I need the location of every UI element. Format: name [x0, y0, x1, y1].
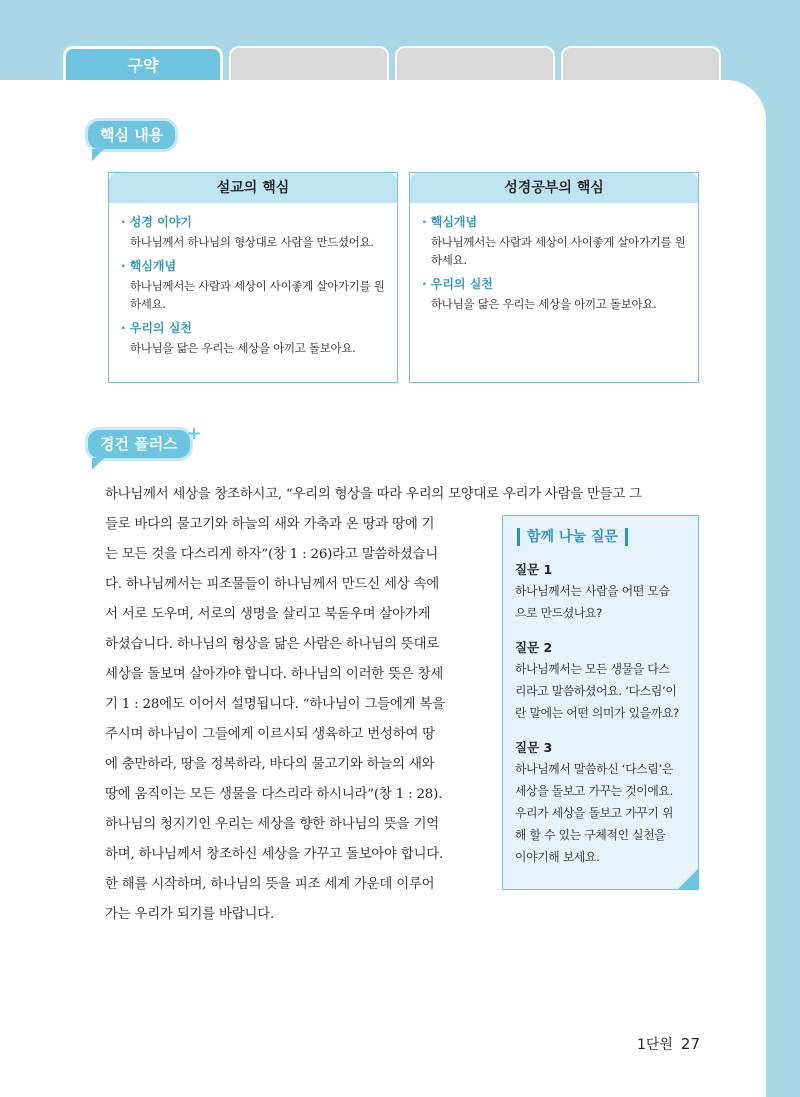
- devotion-line: 기 1 : 28에도 이어서 설명됩니다. “하나님이 그들에게 복을: [105, 697, 445, 712]
- question-label: 질문 3: [515, 740, 553, 755]
- discussion-questions-box: [502, 515, 699, 890]
- question-text-line: 이야기해 보세요.: [515, 850, 600, 864]
- question-text-line: 세상을 돌보고 가꾸는 것이에요.: [515, 784, 674, 798]
- sermon-item-title: · 핵심개념: [121, 259, 177, 273]
- question-text-line: 우리가 세상을 돌보고 가꾸기 위: [515, 806, 674, 820]
- study-core-box: [409, 172, 699, 383]
- devotion-line: 다. 하나님께서는 피조물들이 하나님께서 만드신 세상 속에: [105, 577, 440, 592]
- devotion-line: 한 해를 시작하며, 하나님의 뜻을 피조 세계 가운데 이루어: [105, 877, 435, 892]
- devotion-plus-heading-text: 경건 플러스: [100, 435, 178, 453]
- question-text-line: 해 할 수 있는 구체적인 실천을: [515, 828, 666, 842]
- study-item-title: · 우리의 실천: [422, 277, 493, 291]
- devotion-line: 서 서로 도우며, 서로의 생명을 살리고 북돋우며 살아가게: [105, 607, 431, 622]
- plus-icon: +: [186, 423, 202, 444]
- question-text: [515, 758, 688, 868]
- devotion-first-line: 하나님께서 세상을 창조하시고, “우리의 형상을 따라 우리의 모양대로 우리가 사람을 만들고 그: [105, 487, 642, 502]
- question-text-line: 하나님께서는 모든 생물을 다스: [515, 662, 670, 676]
- sermon-item-text: 하나님께서는 사람과 세상이 사이좋게 살아가기를 원하세요.: [130, 279, 385, 311]
- question-text-line: 으로 만드셨나요?: [515, 606, 603, 620]
- devotion-line: 들로 바다의 물고기와 하늘의 새와 가축과 온 땅과 땅에 기: [105, 517, 435, 532]
- devotion-line: 하며, 하나님께서 창조하신 세상을 가꾸고 돌보아야 합니다.: [105, 847, 444, 862]
- question-text-line: 리라고 말씀하셨어요. ‘다스림’이: [515, 684, 677, 698]
- question-text-line: 하나님께서는 사람을 어떤 모습: [515, 584, 670, 598]
- questions-title: 함께 나눌 질문: [517, 528, 628, 546]
- devotion-body: [105, 510, 500, 930]
- devotion-line: 가는 우리가 되기를 바랍니다.: [105, 907, 275, 922]
- question-text-line: 하나님께서 말씀하신 ‘다스림’은: [515, 762, 674, 776]
- study-item-text: 하나님께서는 사람과 세상이 사이좋게 살아가기를 원하세요.: [431, 235, 686, 267]
- devotion-line: 에 충만하라, 땅을 정복하라, 바다의 물고기와 하늘의 새와: [105, 757, 435, 772]
- devotion-line: 땅에 움직이는 모든 생물을 다스리라 하시니라”(창 1 : 28).: [105, 787, 443, 802]
- core-content-heading-text: 핵심 내용: [100, 126, 164, 144]
- sermon-item-title: · 성경 이야기: [121, 215, 192, 229]
- question-text: [515, 658, 688, 724]
- study-item-title: · 핵심개념: [422, 215, 478, 229]
- unit-label: 1단원: [636, 1037, 673, 1053]
- study-core-title: 성경공부의 핵심: [410, 173, 698, 203]
- devotion-line: 주시며 하나님이 그들에게 이르시되 생육하고 번성하여 땅: [105, 727, 435, 742]
- sermon-item-title: · 우리의 실천: [121, 321, 192, 335]
- core-content-heading: [85, 118, 178, 152]
- devotion-line: 세상을 돌보며 살아가야 합니다. 하나님의 이러한 뜻은 창세: [105, 667, 444, 682]
- page-fold-icon: [677, 868, 699, 890]
- devotion-line: 하나님의 청지기인 우리는 세상을 향한 하나님의 뜻을 기억: [105, 817, 440, 832]
- tab-old-testament[interactable]: 구약: [63, 46, 223, 86]
- devotion-line: 하셨습니다. 하나님의 형상을 닮은 사람은 하나님의 뜻대로: [105, 637, 440, 652]
- sermon-item-text: 하나님을 닮은 우리는 세상을 아끼고 돌보아요.: [130, 341, 356, 355]
- devotion-line: 는 모든 것을 다스리게 하자”(창 1 : 26)라고 말씀하셨습니: [105, 547, 439, 562]
- sermon-item-text: 하나님께서 하나님의 형상대로 사람을 만드셨어요.: [130, 235, 374, 249]
- study-item-text: 하나님을 닮은 우리는 세상을 아끼고 돌보아요.: [431, 297, 657, 311]
- devotion-plus-heading: [85, 423, 202, 461]
- sermon-core-box: [108, 172, 398, 383]
- question-label: 질문 2: [515, 640, 553, 655]
- page-footer: [637, 1034, 700, 1054]
- question-text-line: 란 말에는 어떤 의미가 있을까요?: [515, 706, 680, 720]
- question-label: 질문 1: [515, 562, 553, 577]
- question-text: [515, 580, 688, 624]
- page-number: 27: [680, 1035, 700, 1053]
- sermon-core-title: 설교의 핵심: [109, 173, 397, 203]
